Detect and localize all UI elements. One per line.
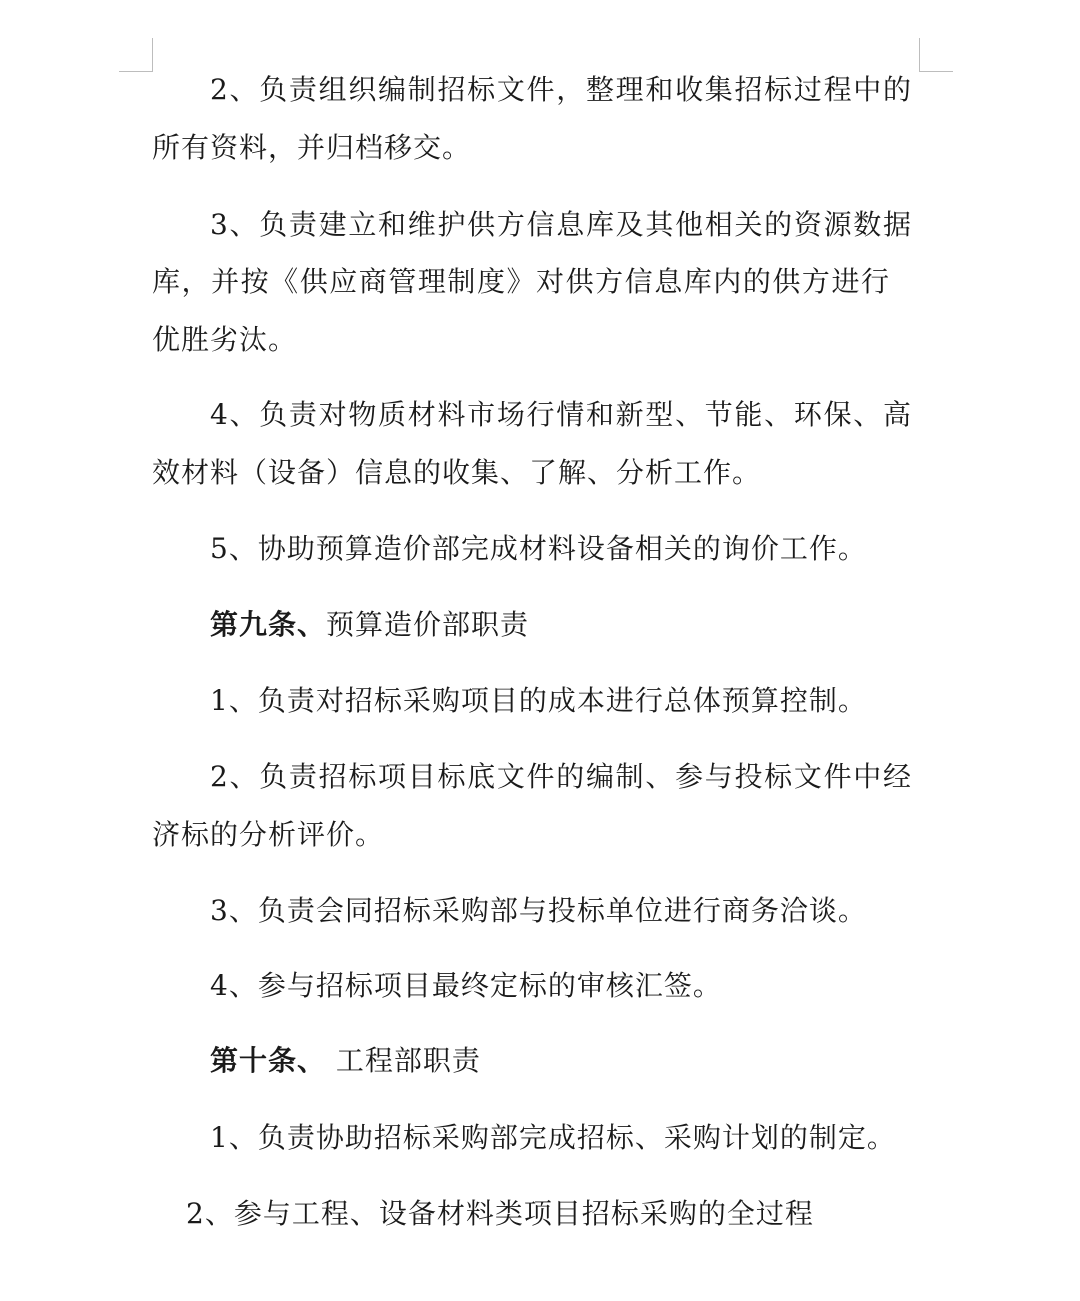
- paragraph-line: 效材料（设备）信息的收集、了解、分析工作。: [152, 456, 762, 489]
- paragraph-line: 2、负责招标项目标底文件的编制、参与投标文件中经: [210, 760, 912, 793]
- paragraph-line: 1、负责协助招标采购部完成招标、采购计划的制定。: [210, 1121, 896, 1154]
- article-number: 第十条、: [210, 1044, 327, 1077]
- top-right-margin-mark: [919, 38, 953, 72]
- paragraph-line: 所有资料，并归档移交。: [152, 131, 472, 164]
- paragraph-line: 4、参与招标项目最终定标的审核汇签。: [210, 969, 722, 1002]
- section-title: 工程部职责: [326, 1044, 481, 1077]
- paragraph-line: 1、负责对招标采购项目的成本进行总体预算控制。: [210, 684, 867, 717]
- top-left-margin-mark: [119, 38, 153, 72]
- section-title: 预算造价部职责: [326, 608, 530, 641]
- paragraph-line: 3、负责建立和维护供方信息库及其他相关的资源数据: [210, 208, 912, 241]
- paragraph-line: 4、负责对物质材料市场行情和新型、节能、环保、高: [210, 398, 912, 431]
- paragraph-line: 库，并按《供应商管理制度》对供方信息库内的供方进行: [152, 265, 890, 298]
- section-heading: [152, 607, 912, 643]
- paragraph-line: 2、参与工程、设备材料类项目招标采购的全过程: [186, 1197, 814, 1230]
- section-heading: [152, 1043, 912, 1079]
- paragraph-line: 3、负责会同招标采购部与投标单位进行商务洽谈。: [210, 894, 867, 927]
- paragraph-line: 济标的分析评价。: [152, 818, 385, 851]
- paragraph-line: 5、协助预算造价部完成材料设备相关的询价工作。: [210, 532, 867, 565]
- paragraph-line: 优胜劣汰。: [152, 323, 298, 356]
- article-number: 第九条、: [210, 608, 327, 641]
- paragraph-line: 2、负责组织编制招标文件，整理和收集招标过程中的: [210, 73, 912, 106]
